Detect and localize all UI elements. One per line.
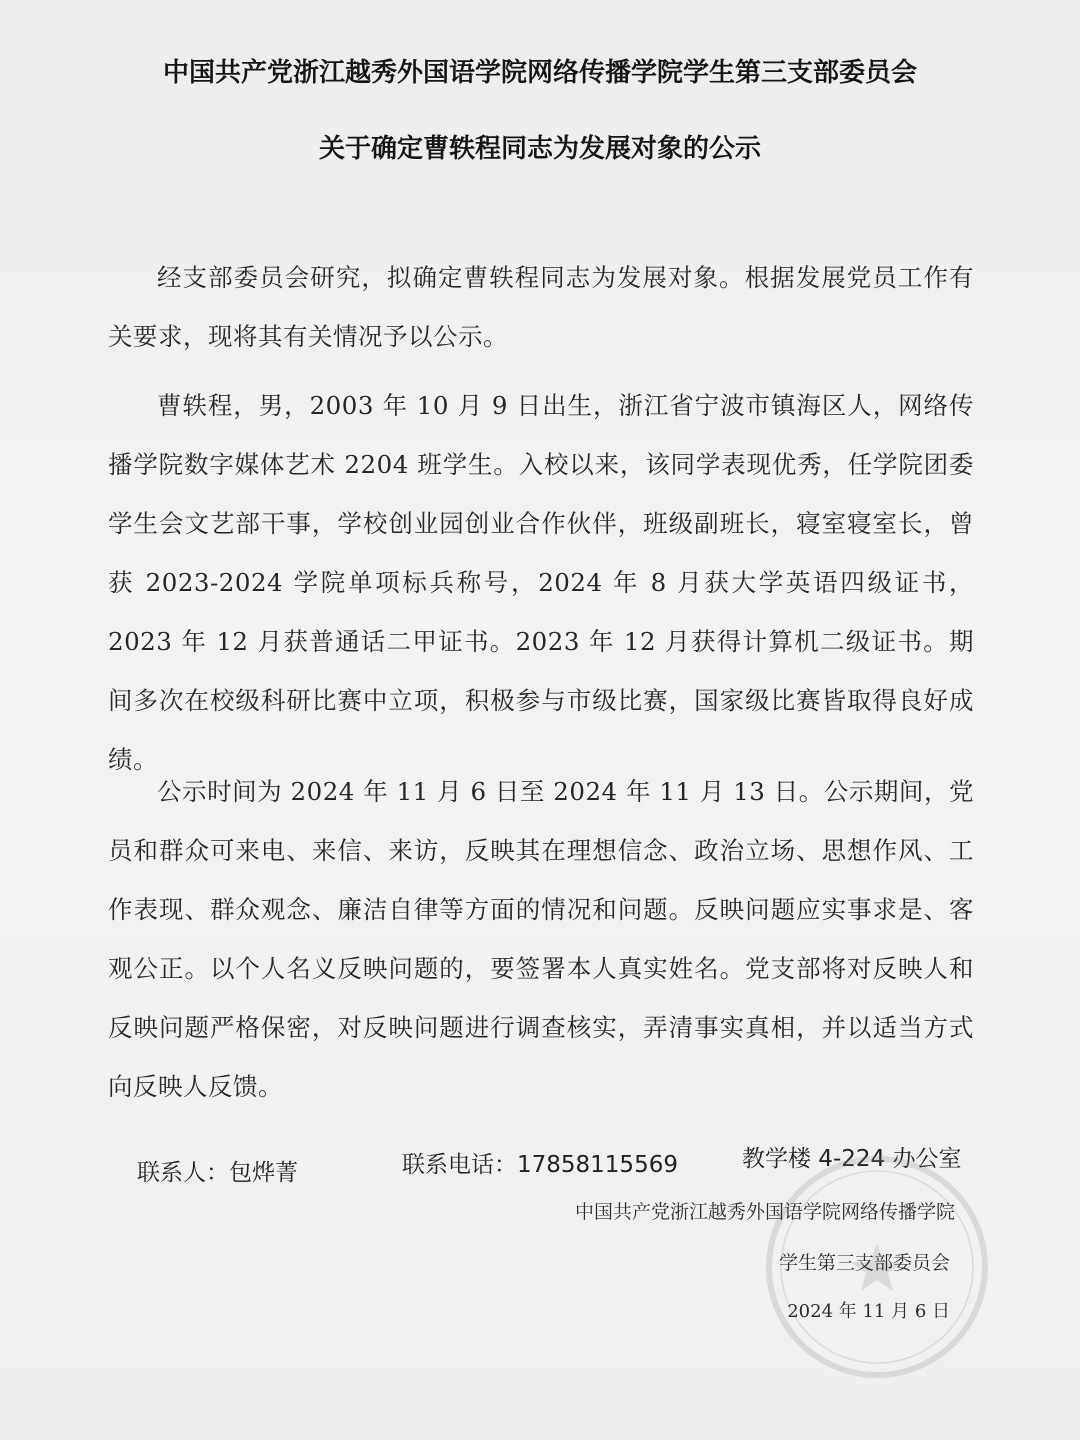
contact-phone: 联系电话：17858115569: [402, 1152, 678, 1178]
notice-title-subject: 关于确定曹轶程同志为发展对象的公示: [318, 134, 761, 164]
notice-title-org: 中国共产党浙江越秀外国语学院网络传播学院学生第三支部委员会: [162, 58, 917, 88]
notice-paragraph-profile: [108, 376, 974, 789]
contact-office: 教学楼 4-224 办公室: [742, 1146, 962, 1172]
paragraph-text: 经支部委员会研究，拟确定曹轶程同志为发展对象。根据发展党员工作有关要求，现将其有关情况予以公示。: [108, 263, 974, 351]
paragraph-text: 曹轶程，男，2003 年 10 月 9 日出生，浙江省宁波市镇海区人，网络传播学院数字媒体艺术 2204 班学生。入校以来，该同学表现优秀，任学院团委学生会文艺部干事，学校创业园创业合作伙伴，班级副班长，寝室寝室长，曾获 2023-2024 学院单项标兵称号，2024 年 8 月获大学英语四级证书，2023 年 12 月获普通话二甲证书。2023 年 12 月获得计算机二级证书。期间多次在校级科研比赛中立项，积极参与市级比赛，国家级比赛皆取得良好成绩。: [108, 391, 974, 774]
signature-date: 2024 年 11 月 6 日: [787, 1301, 950, 1322]
contact-person: 联系人：包烨菁: [137, 1160, 298, 1186]
notice-paragraph-intro: [108, 248, 974, 366]
paragraph-text: 公示时间为 2024 年 11 月 6 日至 2024 年 11 月 13 日。公示期间，党员和群众可来电、来信、来访，反映其在理想信念、政治立场、思想作风、工作表现、群众观念、廉洁自律等方面的情况和问题。反映问题应实事求是、客观公正。以个人名义反映问题的，要签署本人真实姓名。党支部将对反映人和反映问题严格保密，对反映问题进行调查核实，弄清事实真相，并以适当方式向反映人反馈。: [108, 777, 974, 1101]
signature-org-line2: 学生第三支部委员会: [778, 1252, 950, 1274]
notice-paragraph-period: [108, 762, 974, 1116]
signature-org-line1: 中国共产党浙江越秀外国语学院网络传播学院: [574, 1201, 955, 1223]
